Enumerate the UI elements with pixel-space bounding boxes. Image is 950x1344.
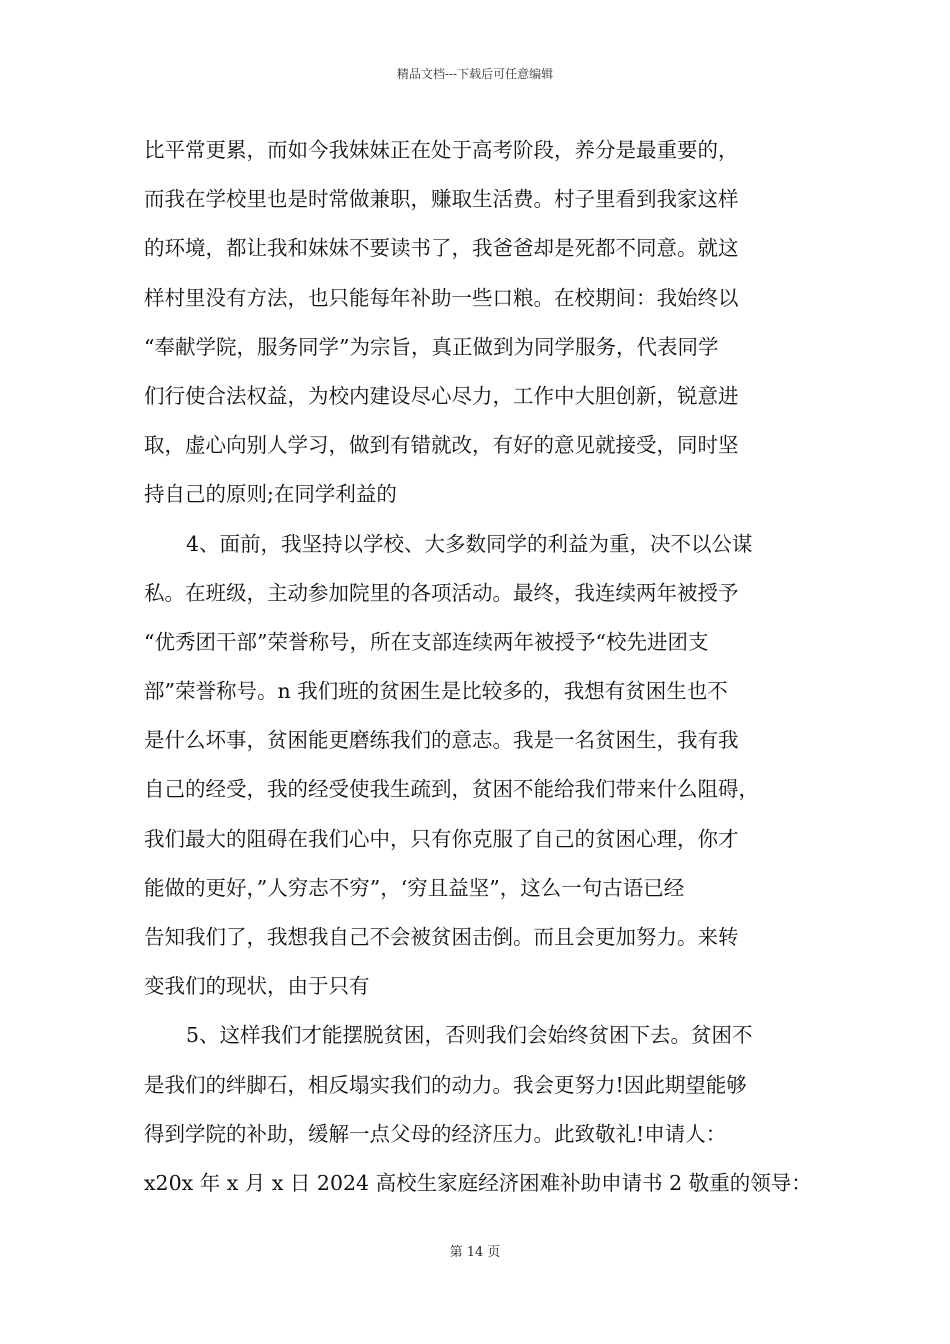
paragraph-1	[144, 126, 814, 520]
text-line: 得到学院的补助，缓解一点父母的经济压力。此致敬礼!申请人：	[144, 1121, 727, 1146]
text-line: 部”荣誉称号。n 我们班的贫困生是比较多的，我想有贫困生也不	[144, 679, 728, 704]
text-line: 比平常更累，而如今我妹妹正在处于高考阶段，养分是最重要的，	[144, 138, 739, 162]
text-line: 而我在学校里也是时常做兼职，赚取生活费。村子里看到我家这样	[144, 187, 739, 212]
text-line: 是什么坏事，贫困能更磨练我们的意志。我是一名贫困生，我有我	[144, 728, 739, 753]
text-line: 是我们的绊脚石，相反塌实我们的动力。我会更努力!因此期望能够	[144, 1072, 747, 1097]
text-line-first: 5、这样我们才能摆脱贫困，否则我们会始终贫困下去。贫困不	[186, 1023, 753, 1048]
text-line: “奉献学院，服务同学”为宗旨，真正做到为同学服务，代表同学	[144, 334, 719, 359]
text-line: “优秀团干部”荣誉称号，所在支部连续两年被授予“校先进团支	[144, 629, 709, 654]
page-header: 精品文档---下载后可任意编辑	[396, 67, 554, 81]
document-body	[144, 126, 814, 1208]
text-line: 的环境，都让我和妹妹不要读书了，我爸爸却是死都不同意。就这	[144, 236, 739, 261]
text-line: 取，虚心向别人学习，做到有错就改，有好的意见就接受，同时坚	[144, 433, 739, 458]
paragraph-2	[144, 520, 814, 1012]
text-line: x20x 年 x 月 x 日 2024 高校生家庭经济困难补助申请书 2 敬重的领导：	[144, 1170, 812, 1195]
text-line: 变我们的现状，由于只有	[144, 974, 370, 999]
text-line: 样村里没有方法，也只能每年补助一些口粮。在校期间：我始终以	[144, 285, 739, 310]
text-line: 告知我们了，我想我自己不会被贫困击倒。而且会更加努力。来转	[144, 925, 739, 949]
paragraph-3	[144, 1011, 814, 1208]
text-line: 持自己的原则;在同学利益的	[144, 482, 397, 507]
text-line-first: 4、面前，我坚持以学校、大多数同学的利益为重，决不以公谋	[186, 531, 753, 556]
page-number: 第 14 页	[449, 1245, 501, 1260]
text-line: 自己的经受，我的经受使我生疏到，贫困不能给我们带来什么阻碍，	[144, 777, 759, 802]
text-line: 能做的更好，”人穷志不穷”，‘穷且益坚”，这么一句古语已经	[144, 875, 685, 900]
text-line: 们行使合法权益，为校内建设尽心尽力，工作中大胆创新，锐意进	[144, 383, 739, 408]
text-line: 私。在班级，主动参加院里的各项活动。最终，我连续两年被授予	[144, 580, 739, 605]
text-line: 我们最大的阻碍在我们心中，只有你克服了自己的贫困心理，你才	[144, 826, 739, 851]
